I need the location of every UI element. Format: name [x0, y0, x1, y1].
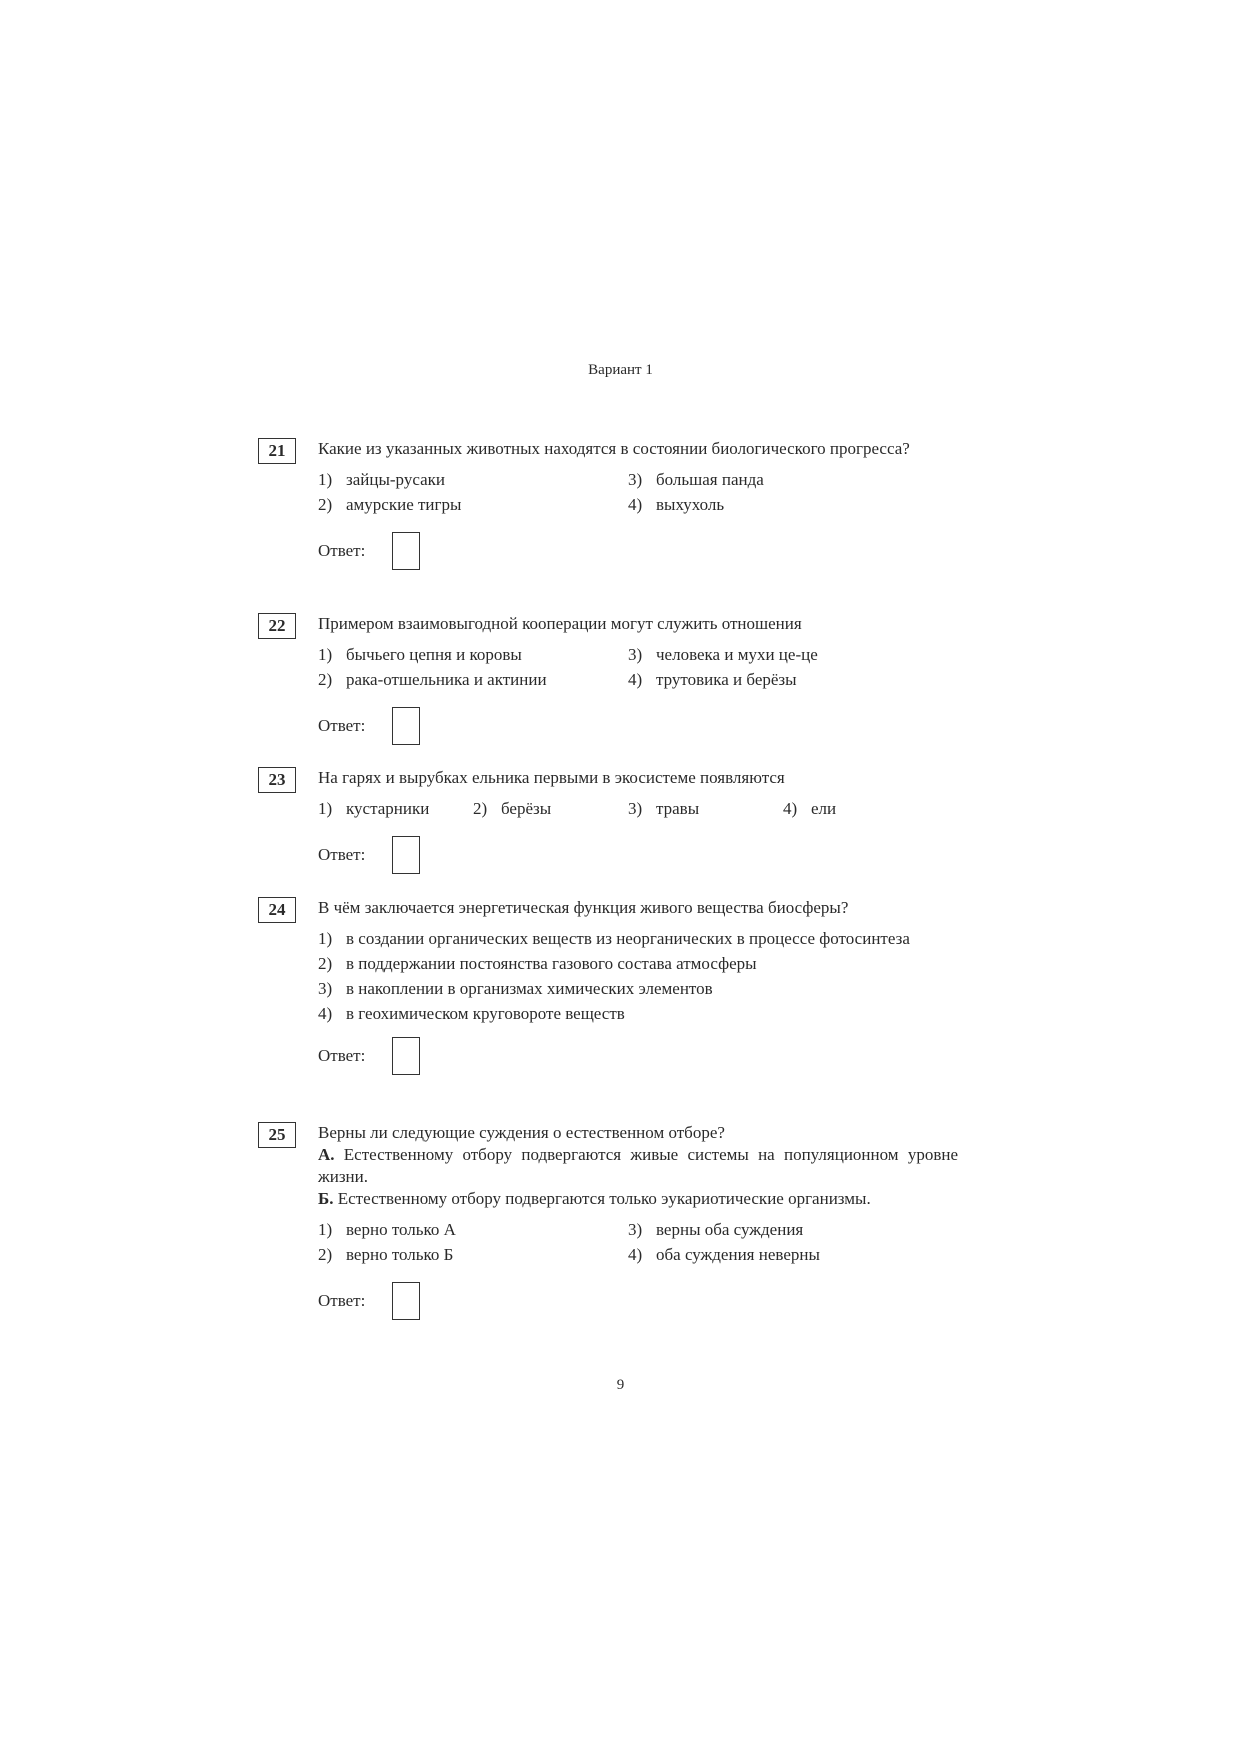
question-text: Верны ли следующие суждения о естественном отборе?: [318, 1123, 725, 1142]
page-number: 9: [616, 1377, 625, 1393]
answer-label: Ответ:: [318, 845, 366, 864]
options: [318, 928, 958, 1025]
task-number: 25: [258, 1122, 296, 1148]
option-4[interactable]: 4) выхухоль: [628, 495, 725, 514]
task-number: 23: [258, 767, 296, 793]
option-4[interactable]: 4) ели: [783, 799, 837, 818]
option-3[interactable]: 3) большая панда: [628, 470, 764, 489]
answer-box[interactable]: [392, 707, 420, 745]
option-2[interactable]: 2) в поддержании постоянства газового состава атмосферы: [318, 954, 757, 973]
option-1[interactable]: 1) зайцы-русаки: [318, 470, 445, 489]
answer-label: Ответ:: [318, 541, 366, 560]
option-3[interactable]: 3) травы: [628, 799, 700, 818]
answer-box[interactable]: [392, 836, 420, 874]
answer-box[interactable]: [392, 532, 420, 570]
option-3[interactable]: 3) человека и мухи це-це: [628, 645, 818, 664]
statement-a: А. Естественному отбору подвергаются живые системы на популяционном уровне жизни.: [318, 1145, 958, 1186]
answer-row: [318, 1282, 958, 1320]
answer-row: [318, 532, 958, 570]
options: [318, 644, 958, 691]
question-text: В чём заключается энергетическая функция живого вещества биосферы?: [318, 898, 849, 917]
option-2[interactable]: 2) верно только Б: [318, 1245, 454, 1264]
task-number: 24: [258, 897, 296, 923]
answer-label: Ответ:: [318, 716, 366, 735]
option-3[interactable]: 3) в накоплении в организмах химических элементов: [318, 979, 713, 998]
answer-box[interactable]: [392, 1037, 420, 1075]
option-4[interactable]: 4) в геохимическом круговороте веществ: [318, 1004, 625, 1023]
question-text: На гарях и вырубках ельника первыми в экосистеме появляются: [318, 768, 785, 787]
answer-row: [318, 707, 958, 745]
page-header: Вариант 1: [588, 362, 653, 378]
option-2[interactable]: 2) берёзы: [473, 799, 552, 818]
question-text: Какие из указанных животных находятся в состоянии биологического прогресса?: [318, 439, 910, 458]
options: [318, 1219, 958, 1266]
option-3[interactable]: 3) верны оба суждения: [628, 1220, 804, 1239]
question-text: Примером взаимовыгодной кооперации могут служить отношения: [318, 614, 802, 633]
answer-box[interactable]: [392, 1282, 420, 1320]
task-number: 22: [258, 613, 296, 639]
options: [318, 798, 958, 820]
task-number: 21: [258, 438, 296, 464]
answer-label: Ответ:: [318, 1291, 366, 1310]
option-2[interactable]: 2) рака-отшельника и актинии: [318, 670, 547, 689]
statement-b-label: Б.: [318, 1189, 334, 1208]
option-2[interactable]: 2) амурские тигры: [318, 495, 462, 514]
options: [318, 469, 958, 516]
statement-a-label: А.: [318, 1145, 335, 1164]
statement-b: Б. Естественному отбору подвергаются только эукариотические организмы.: [318, 1189, 871, 1208]
option-4[interactable]: 4) оба суждения неверны: [628, 1245, 820, 1264]
option-1[interactable]: 1) верно только А: [318, 1220, 456, 1239]
option-1[interactable]: 1) кустарники: [318, 799, 430, 818]
option-1[interactable]: 1) бычьего цепня и коровы: [318, 645, 522, 664]
answer-label: Ответ:: [318, 1046, 366, 1065]
answer-row: [318, 1037, 958, 1075]
option-4[interactable]: 4) трутовика и берёзы: [628, 670, 797, 689]
option-1[interactable]: 1) в создании органических веществ из неорганических в процессе фотосинтеза: [318, 929, 910, 948]
answer-row: [318, 836, 958, 874]
